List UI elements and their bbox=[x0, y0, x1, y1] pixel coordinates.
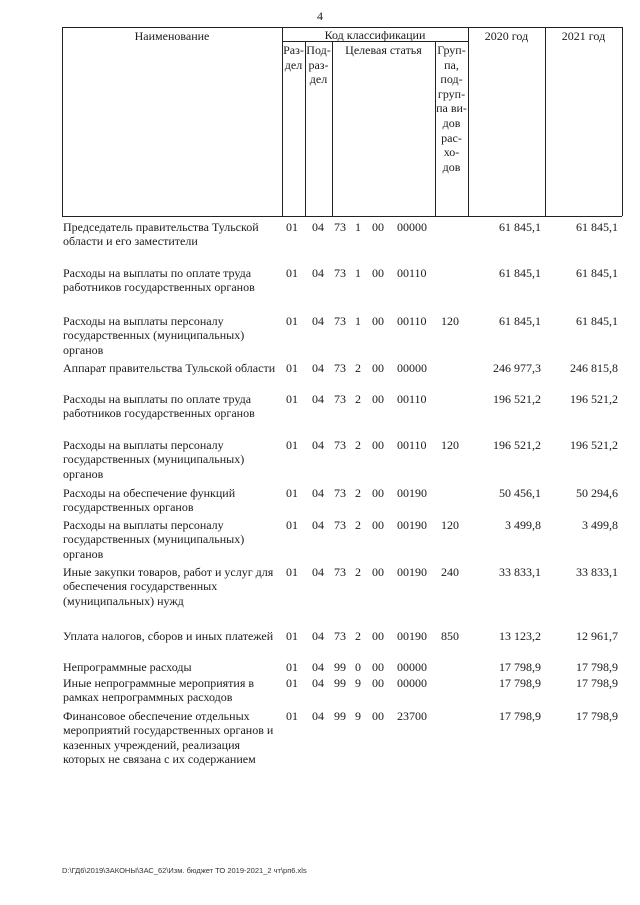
cell-podrazdel: 04 bbox=[312, 565, 324, 579]
cell-group: 120 bbox=[441, 314, 459, 328]
cell-t1: 73 bbox=[334, 629, 346, 643]
row-name: Непрограммные расходы bbox=[63, 660, 192, 674]
cell-v2020: 17 798,9 bbox=[499, 660, 541, 674]
cell-t2: 1 bbox=[355, 220, 361, 234]
cell-t4: 00000 bbox=[397, 220, 427, 234]
cell-razdel: 01 bbox=[286, 220, 298, 234]
cell-v2021: 61 845,1 bbox=[576, 220, 618, 234]
cell-v2021: 33 833,1 bbox=[576, 565, 618, 579]
row-name: Иные закупки товаров, работ и услуг для обеспечения государственных (муниципальных) нужд bbox=[63, 565, 274, 608]
cell-podrazdel: 04 bbox=[312, 314, 324, 328]
cell-podrazdel: 04 bbox=[312, 486, 324, 500]
cell-t4: 00000 bbox=[397, 660, 427, 674]
cell-v2020: 13 123,2 bbox=[499, 629, 541, 643]
cell-v2020: 196 521,2 bbox=[493, 392, 541, 406]
cell-t1: 73 bbox=[334, 314, 346, 328]
cell-t1: 99 bbox=[334, 676, 346, 690]
row-name: Председатель правительства Тульской области и его заместители bbox=[63, 220, 259, 249]
cell-v2021: 196 521,2 bbox=[570, 392, 618, 406]
cell-t3: 00 bbox=[372, 392, 384, 406]
cell-v2021: 246 815,8 bbox=[570, 361, 618, 375]
cell-v2020: 3 499,8 bbox=[505, 518, 541, 532]
cell-t3: 00 bbox=[372, 438, 384, 452]
cell-v2021: 17 798,9 bbox=[576, 660, 618, 674]
cell-t2: 2 bbox=[355, 486, 361, 500]
cell-razdel: 01 bbox=[286, 676, 298, 690]
cell-v2020: 61 845,1 bbox=[499, 266, 541, 280]
header-2020: 2020 год bbox=[484, 29, 529, 43]
cell-v2021: 61 845,1 bbox=[576, 314, 618, 328]
cell-t1: 73 bbox=[334, 518, 346, 532]
row-name: Расходы на выплаты персоналу государственных (муниципальных) органов bbox=[63, 438, 245, 481]
cell-razdel: 01 bbox=[286, 518, 298, 532]
cell-t2: 0 bbox=[355, 660, 361, 674]
cell-podrazdel: 04 bbox=[312, 392, 324, 406]
cell-t3: 00 bbox=[372, 709, 384, 723]
cell-razdel: 01 bbox=[286, 266, 298, 280]
cell-v2020: 196 521,2 bbox=[493, 438, 541, 452]
cell-v2020: 17 798,9 bbox=[499, 709, 541, 723]
cell-t1: 73 bbox=[334, 565, 346, 579]
cell-t4: 00110 bbox=[397, 266, 427, 280]
row-name: Уплата налогов, сборов и иных платежей bbox=[63, 629, 274, 643]
cell-t3: 00 bbox=[372, 314, 384, 328]
row-name: Расходы на выплаты по оплате труда работников государственных органов bbox=[63, 266, 255, 295]
cell-t3: 00 bbox=[372, 220, 384, 234]
cell-t2: 9 bbox=[355, 709, 361, 723]
cell-v2020: 246 977,3 bbox=[493, 361, 541, 375]
row-name: Аппарат правительства Тульской области bbox=[63, 361, 276, 375]
cell-t3: 00 bbox=[372, 565, 384, 579]
cell-group: 120 bbox=[441, 438, 459, 452]
cell-group: 120 bbox=[441, 518, 459, 532]
cell-t3: 00 bbox=[372, 518, 384, 532]
cell-razdel: 01 bbox=[286, 438, 298, 452]
cell-v2021: 17 798,9 bbox=[576, 676, 618, 690]
header-group: Груп- па, под- груп- па ви- дов рас- хо- дов bbox=[436, 43, 467, 174]
cell-razdel: 01 bbox=[286, 660, 298, 674]
row-name: Расходы на выплаты по оплате труда работников государственных органов bbox=[63, 392, 255, 421]
cell-razdel: 01 bbox=[286, 565, 298, 579]
page-number: 4 bbox=[317, 9, 323, 23]
cell-podrazdel: 04 bbox=[312, 518, 324, 532]
cell-t4: 00000 bbox=[397, 361, 427, 375]
cell-t4: 00190 bbox=[397, 629, 427, 643]
cell-t4: 00190 bbox=[397, 486, 427, 500]
cell-v2021: 3 499,8 bbox=[582, 518, 618, 532]
header-target: Целевая статья bbox=[345, 43, 422, 57]
cell-v2020: 61 845,1 bbox=[499, 220, 541, 234]
cell-t1: 73 bbox=[334, 392, 346, 406]
file-path-footer: D:\ГД6\2019\ЗАКОНЫ\ЗАС_62\Изм. бюджет ТО 2019-2021_2 чт\рп6.xls bbox=[62, 866, 307, 875]
cell-razdel: 01 bbox=[286, 392, 298, 406]
cell-razdel: 01 bbox=[286, 709, 298, 723]
header-2021: 2021 год bbox=[561, 29, 606, 43]
cell-podrazdel: 04 bbox=[312, 220, 324, 234]
cell-v2021: 196 521,2 bbox=[570, 438, 618, 452]
cell-t2: 2 bbox=[355, 518, 361, 532]
cell-t2: 2 bbox=[355, 361, 361, 375]
cell-t3: 00 bbox=[372, 361, 384, 375]
row-name: Расходы на выплаты персоналу государственных (муниципальных) органов bbox=[63, 314, 245, 357]
cell-group: 850 bbox=[441, 629, 459, 643]
cell-razdel: 01 bbox=[286, 629, 298, 643]
cell-t4: 00110 bbox=[397, 314, 427, 328]
cell-razdel: 01 bbox=[286, 486, 298, 500]
cell-t4: 00000 bbox=[397, 676, 427, 690]
cell-t3: 00 bbox=[372, 676, 384, 690]
cell-t4: 00190 bbox=[397, 518, 427, 532]
cell-t4: 00110 bbox=[397, 392, 427, 406]
cell-t1: 99 bbox=[334, 709, 346, 723]
cell-t3: 00 bbox=[372, 486, 384, 500]
cell-razdel: 01 bbox=[286, 314, 298, 328]
row-name: Иные непрограммные мероприятия в рамках непрограммных расходов bbox=[63, 676, 255, 705]
cell-t1: 73 bbox=[334, 361, 346, 375]
cell-razdel: 01 bbox=[286, 361, 298, 375]
cell-podrazdel: 04 bbox=[312, 361, 324, 375]
cell-podrazdel: 04 bbox=[312, 676, 324, 690]
cell-t3: 00 bbox=[372, 660, 384, 674]
cell-t1: 99 bbox=[334, 660, 346, 674]
cell-t4: 00190 bbox=[397, 565, 427, 579]
cell-t1: 73 bbox=[334, 438, 346, 452]
cell-v2021: 12 961,7 bbox=[576, 629, 618, 643]
cell-t2: 2 bbox=[355, 392, 361, 406]
cell-group: 240 bbox=[441, 565, 459, 579]
cell-t2: 1 bbox=[355, 266, 361, 280]
cell-t2: 9 bbox=[355, 676, 361, 690]
cell-v2020: 50 456,1 bbox=[499, 486, 541, 500]
cell-t4: 23700 bbox=[397, 709, 427, 723]
cell-t1: 73 bbox=[334, 486, 346, 500]
cell-v2021: 17 798,9 bbox=[576, 709, 618, 723]
row-name: Финансовое обеспечение отдельных мероприятий государственных органов и казенных учреждений, реализация которых не связана с их содержанием bbox=[63, 709, 274, 766]
cell-t4: 00110 bbox=[397, 438, 427, 452]
cell-t1: 73 bbox=[334, 220, 346, 234]
cell-v2021: 50 294,6 bbox=[576, 486, 618, 500]
header-name: Наименование bbox=[134, 29, 210, 43]
header-razdel: Раз- дел bbox=[283, 43, 304, 72]
header-code: Код классификации bbox=[324, 28, 426, 42]
cell-v2020: 17 798,9 bbox=[499, 676, 541, 690]
cell-podrazdel: 04 bbox=[312, 438, 324, 452]
cell-t1: 73 bbox=[334, 266, 346, 280]
row-name: Расходы на обеспечение функций государственных органов bbox=[63, 486, 236, 515]
cell-t2: 2 bbox=[355, 438, 361, 452]
cell-t2: 2 bbox=[355, 565, 361, 579]
cell-podrazdel: 04 bbox=[312, 266, 324, 280]
cell-podrazdel: 04 bbox=[312, 629, 324, 643]
cell-v2021: 61 845,1 bbox=[576, 266, 618, 280]
cell-podrazdel: 04 bbox=[312, 709, 324, 723]
cell-t2: 1 bbox=[355, 314, 361, 328]
cell-v2020: 33 833,1 bbox=[499, 565, 541, 579]
cell-v2020: 61 845,1 bbox=[499, 314, 541, 328]
cell-t3: 00 bbox=[372, 266, 384, 280]
cell-podrazdel: 04 bbox=[312, 660, 324, 674]
cell-t2: 2 bbox=[355, 629, 361, 643]
cell-t3: 00 bbox=[372, 629, 384, 643]
row-name: Расходы на выплаты персоналу государственных (муниципальных) органов bbox=[63, 518, 245, 561]
header-podrazdel: Под- раз- дел bbox=[306, 43, 331, 87]
